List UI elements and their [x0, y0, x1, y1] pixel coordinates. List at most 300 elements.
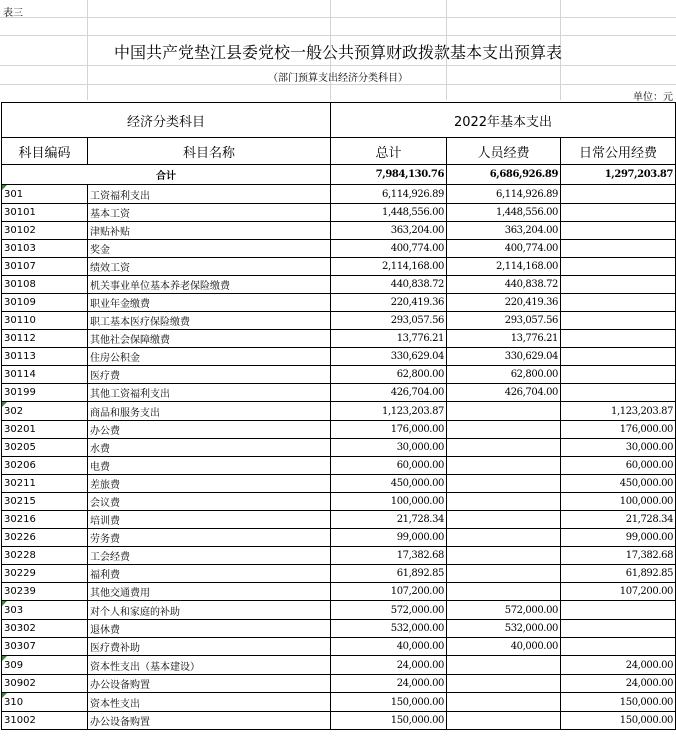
row-total [331, 693, 447, 712]
row-code-text: 30112 [4, 333, 36, 344]
row-public [561, 366, 676, 384]
row-code [2, 620, 88, 638]
row-total-text: 13,776.21 [396, 333, 445, 344]
row-name [88, 384, 331, 402]
row-name [88, 511, 331, 529]
row-public [561, 693, 676, 712]
row-name-text: 差旅费 [90, 480, 120, 491]
table-row [2, 529, 676, 547]
row-personnel-text: 13,776.21 [510, 333, 559, 344]
row-code-text: 30902 [4, 678, 36, 689]
row-name-text: 办公设备购置 [90, 680, 150, 691]
row-total-text: 107,200.00 [390, 586, 445, 597]
row-name [88, 185, 331, 204]
row-name [88, 204, 331, 222]
row-code-text: 30228 [4, 550, 36, 561]
row-code [2, 493, 88, 511]
row-personnel [447, 348, 561, 366]
row-personnel [447, 421, 561, 439]
row-personnel [447, 547, 561, 565]
row-total [331, 529, 447, 547]
row-code-text: 30109 [4, 297, 36, 308]
row-name [88, 601, 331, 620]
row-code [2, 439, 88, 457]
page-subtitle: （部门预算支出经济分类科目） [268, 73, 408, 84]
row-code [2, 330, 88, 348]
row-personnel [447, 511, 561, 529]
row-total [331, 547, 447, 565]
row-public-text: 24,000.00 [625, 678, 674, 689]
header-total: 总计 [331, 138, 447, 165]
table-row [2, 402, 676, 421]
row-public [561, 421, 676, 439]
row-public [561, 240, 676, 258]
header-personnel: 人员经费 [447, 138, 561, 165]
row-code-text: 31002 [4, 715, 36, 726]
row-personnel-text: 293,057.56 [504, 315, 559, 326]
row-code-text: 30101 [4, 207, 36, 218]
row-public [561, 276, 676, 294]
cell-comment-marker-icon [2, 601, 7, 606]
row-public [561, 493, 676, 511]
table-row [2, 493, 676, 511]
row-name-text: 工会经费 [90, 552, 130, 563]
row-name [88, 493, 331, 511]
table-row [2, 240, 676, 258]
table-row [2, 475, 676, 493]
table-row [2, 421, 676, 439]
row-name [88, 222, 331, 240]
row-name-text: 职业年金缴费 [90, 299, 150, 310]
row-name-text: 机关事业单位基本养老保险缴费 [90, 281, 230, 292]
row-name [88, 693, 331, 712]
row-name-text: 其他工资福利支出 [90, 389, 170, 400]
row-total-text: 363,204.00 [390, 225, 445, 236]
header-code: 科目编码 [2, 138, 88, 165]
table-row [2, 330, 676, 348]
row-name-text: 资本性支出 [90, 698, 140, 710]
row-public [561, 402, 676, 421]
row-code [2, 547, 88, 565]
row-name [88, 475, 331, 493]
table-row [2, 601, 676, 620]
row-name-text: 医疗费补助 [90, 643, 140, 654]
row-personnel [447, 240, 561, 258]
table-row [2, 294, 676, 312]
total-label: 合计 [2, 165, 331, 185]
row-public [561, 185, 676, 204]
row-code [2, 348, 88, 366]
row-name [88, 620, 331, 638]
row-total [331, 312, 447, 330]
row-public [561, 656, 676, 675]
table-row [2, 312, 676, 330]
row-personnel [447, 366, 561, 384]
row-personnel [447, 656, 561, 675]
row-code [2, 693, 88, 712]
row-public [561, 529, 676, 547]
row-name [88, 529, 331, 547]
row-public [561, 601, 676, 620]
row-personnel-text: 572,000.00 [504, 604, 559, 616]
unit-label: 单位：元 [633, 92, 673, 103]
row-public-text: 17,382.68 [625, 550, 674, 561]
row-name [88, 348, 331, 366]
table-row [2, 457, 676, 475]
row-total-text: 330,629.04 [390, 351, 445, 362]
row-total-text: 572,000.00 [390, 604, 445, 616]
row-total-text: 293,057.56 [390, 315, 445, 326]
header-public: 日常公用经费 [561, 138, 676, 165]
row-total [331, 185, 447, 204]
row-code-text: 30113 [4, 351, 36, 362]
row-public-text: 450,000.00 [619, 478, 674, 489]
row-total-text: 2,114,168.00 [382, 261, 445, 272]
row-code-text: 30307 [4, 641, 36, 652]
row-public-text: 150,000.00 [619, 696, 674, 708]
row-name-text: 商品和服务支出 [90, 407, 160, 419]
row-name-text: 培训费 [90, 516, 120, 527]
row-code [2, 457, 88, 475]
row-code [2, 294, 88, 312]
row-name-text: 津贴补贴 [90, 227, 130, 238]
row-public [561, 675, 676, 693]
row-code-text: 30206 [4, 460, 36, 471]
row-name [88, 366, 331, 384]
row-code [2, 204, 88, 222]
budget-table [1, 102, 676, 730]
row-total-text: 6,114,926.89 [382, 188, 445, 200]
row-public [561, 384, 676, 402]
row-public-text: 1,123,203.87 [611, 405, 674, 417]
row-total [331, 294, 447, 312]
sheet-note: 表三 [3, 8, 23, 19]
row-name [88, 330, 331, 348]
row-personnel-text: 400,774.00 [504, 243, 559, 254]
row-total [331, 601, 447, 620]
row-code-text: 30103 [4, 243, 36, 254]
row-total-text: 99,000.00 [396, 532, 445, 543]
row-name-text: 医疗费 [90, 371, 120, 382]
total-amount: 7,984,130.76 [331, 165, 447, 185]
row-public [561, 475, 676, 493]
table-row [2, 565, 676, 583]
row-public-text: 60,000.00 [625, 460, 674, 471]
row-total-text: 150,000.00 [390, 715, 445, 726]
row-name [88, 547, 331, 565]
row-name [88, 712, 331, 730]
row-public [561, 330, 676, 348]
row-code [2, 675, 88, 693]
row-code-text: 30215 [4, 496, 36, 507]
row-total [331, 330, 447, 348]
row-total-text: 150,000.00 [390, 696, 445, 708]
row-personnel [447, 457, 561, 475]
row-total-text: 450,000.00 [390, 478, 445, 489]
cell-comment-marker-icon [2, 402, 7, 407]
table-row [2, 384, 676, 402]
row-public-text: 61,892.85 [625, 568, 674, 579]
row-name-text: 退休费 [90, 625, 120, 636]
row-personnel [447, 294, 561, 312]
header-name: 科目名称 [88, 138, 331, 165]
row-code-text: 30239 [4, 586, 36, 597]
row-personnel [447, 402, 561, 421]
row-personnel [447, 601, 561, 620]
row-personnel-text: 220,419.36 [504, 297, 559, 308]
row-total-text: 17,382.68 [396, 550, 445, 561]
table-row [2, 258, 676, 276]
row-name-text: 电费 [90, 462, 110, 473]
row-total [331, 457, 447, 475]
row-total [331, 384, 447, 402]
row-public-text: 100,000.00 [619, 496, 674, 507]
row-name-text: 奖金 [90, 245, 110, 256]
row-code-text: 30211 [4, 478, 36, 489]
row-total-text: 40,000.00 [396, 641, 445, 652]
row-public-text: 107,200.00 [619, 586, 674, 597]
row-code [2, 366, 88, 384]
row-total-text: 62,800.00 [396, 369, 445, 380]
row-code-text: 30205 [4, 442, 36, 453]
row-personnel-text: 6,114,926.89 [496, 188, 559, 200]
row-total-text: 100,000.00 [390, 496, 445, 507]
table-row [2, 583, 676, 601]
row-total [331, 620, 447, 638]
row-name [88, 402, 331, 421]
row-total [331, 348, 447, 366]
row-personnel [447, 185, 561, 204]
row-code-text: 30226 [4, 532, 36, 543]
row-personnel [447, 583, 561, 601]
row-code [2, 601, 88, 620]
row-code [2, 712, 88, 730]
row-total [331, 421, 447, 439]
row-personnel [447, 675, 561, 693]
row-public [561, 222, 676, 240]
row-personnel-text: 40,000.00 [510, 641, 559, 652]
row-total [331, 258, 447, 276]
row-total [331, 402, 447, 421]
row-personnel [447, 638, 561, 656]
row-name-text: 办公费 [90, 426, 120, 437]
row-public-text: 21,728.34 [625, 514, 674, 525]
row-code [2, 421, 88, 439]
row-name [88, 240, 331, 258]
cell-comment-marker-icon [2, 693, 7, 698]
row-personnel-text: 532,000.00 [504, 623, 559, 634]
row-personnel [447, 330, 561, 348]
total-personnel: 6,686,926.89 [447, 165, 561, 185]
row-total-text: 21,728.34 [396, 514, 445, 525]
row-code-text: 30216 [4, 514, 36, 525]
header-row-group [2, 103, 676, 138]
row-total [331, 565, 447, 583]
row-name [88, 675, 331, 693]
table-row [2, 693, 676, 712]
row-total-text: 400,774.00 [390, 243, 445, 254]
row-personnel-text: 62,800.00 [510, 369, 559, 380]
row-name-text: 福利费 [90, 570, 120, 581]
row-name [88, 565, 331, 583]
row-name-text: 水费 [90, 444, 110, 455]
row-personnel [447, 439, 561, 457]
row-total [331, 366, 447, 384]
row-name [88, 421, 331, 439]
row-total [331, 511, 447, 529]
total-public: 1,297,203.87 [561, 165, 676, 185]
row-public-text: 24,000.00 [625, 659, 674, 671]
total-row [2, 165, 676, 185]
row-total [331, 475, 447, 493]
row-code [2, 402, 88, 421]
row-public-text: 176,000.00 [619, 424, 674, 435]
row-total-text: 426,704.00 [390, 387, 445, 398]
row-name [88, 312, 331, 330]
row-public-text: 99,000.00 [625, 532, 674, 543]
cell-comment-marker-icon [2, 185, 7, 190]
row-name-text: 会议费 [90, 498, 120, 509]
row-total-text: 24,000.00 [396, 659, 445, 671]
row-total-text: 176,000.00 [390, 424, 445, 435]
row-name [88, 457, 331, 475]
row-public [561, 620, 676, 638]
row-total [331, 712, 447, 730]
row-name [88, 276, 331, 294]
row-code [2, 258, 88, 276]
table-row [2, 620, 676, 638]
row-personnel [447, 475, 561, 493]
header-row-columns [2, 138, 676, 165]
row-code [2, 185, 88, 204]
row-name [88, 258, 331, 276]
row-code-text: 30114 [4, 369, 36, 380]
row-personnel-text: 440,838.72 [504, 279, 559, 290]
row-total [331, 638, 447, 656]
row-personnel [447, 258, 561, 276]
row-public [561, 712, 676, 730]
row-personnel [447, 693, 561, 712]
row-public [561, 638, 676, 656]
row-name-text: 职工基本医疗保险缴费 [90, 317, 190, 328]
row-personnel-text: 2,114,168.00 [496, 261, 559, 272]
row-personnel-text: 426,704.00 [504, 387, 559, 398]
row-code [2, 240, 88, 258]
row-public [561, 348, 676, 366]
row-public-text: 150,000.00 [619, 715, 674, 726]
row-total [331, 439, 447, 457]
header-economic-category: 经济分类科目 [2, 103, 331, 138]
row-code-text: 302 [4, 405, 24, 417]
row-name-text: 其他社会保障缴费 [90, 335, 170, 346]
row-code-text: 30107 [4, 261, 36, 272]
row-name [88, 583, 331, 601]
row-public [561, 565, 676, 583]
row-name [88, 656, 331, 675]
row-code-text: 30229 [4, 568, 36, 579]
row-total-text: 60,000.00 [396, 460, 445, 471]
row-code-text: 30199 [4, 387, 36, 398]
cell-comment-marker-icon [2, 656, 7, 661]
table-row [2, 185, 676, 204]
row-personnel-text: 1,448,556.00 [496, 207, 559, 218]
row-public-text: 30,000.00 [625, 442, 674, 453]
row-name-text: 其他交通费用 [90, 588, 150, 599]
row-personnel [447, 565, 561, 583]
row-public [561, 583, 676, 601]
row-name-text: 对个人和家庭的补助 [90, 606, 180, 618]
row-total-text: 220,419.36 [390, 297, 445, 308]
row-total-text: 532,000.00 [390, 623, 445, 634]
row-name-text: 绩效工资 [90, 263, 130, 274]
row-total-text: 61,892.85 [396, 568, 445, 579]
row-personnel [447, 712, 561, 730]
row-personnel [447, 529, 561, 547]
row-code [2, 656, 88, 675]
row-name-text: 基本工资 [90, 209, 130, 220]
row-public [561, 439, 676, 457]
row-total [331, 276, 447, 294]
table-row [2, 656, 676, 675]
row-public [561, 312, 676, 330]
row-name [88, 294, 331, 312]
row-total-text: 440,838.72 [390, 279, 445, 290]
row-code [2, 529, 88, 547]
row-personnel [447, 620, 561, 638]
row-code [2, 222, 88, 240]
row-total [331, 222, 447, 240]
table-row [2, 712, 676, 730]
row-name [88, 638, 331, 656]
table-row [2, 204, 676, 222]
row-name-text: 劳务费 [90, 534, 120, 545]
table-row [2, 638, 676, 656]
row-code [2, 475, 88, 493]
table-row [2, 276, 676, 294]
row-personnel [447, 312, 561, 330]
table-row [2, 439, 676, 457]
row-personnel [447, 493, 561, 511]
row-code [2, 276, 88, 294]
row-personnel-text: 330,629.04 [504, 351, 559, 362]
table-row [2, 547, 676, 565]
row-total [331, 240, 447, 258]
row-code-text: 310 [4, 696, 24, 708]
row-total-text: 30,000.00 [396, 442, 445, 453]
row-personnel [447, 384, 561, 402]
row-total-text: 24,000.00 [396, 678, 445, 689]
row-code-text: 30102 [4, 225, 36, 236]
row-code-text: 309 [4, 659, 24, 671]
page-title: 中国共产党垫江县委党校一般公共预算财政拨款基本支出预算表 [113, 43, 562, 62]
row-personnel-text: 363,204.00 [504, 225, 559, 236]
row-code-text: 30302 [4, 623, 36, 634]
row-code [2, 384, 88, 402]
row-code-text: 30108 [4, 279, 36, 290]
row-public [561, 547, 676, 565]
row-personnel [447, 204, 561, 222]
row-code [2, 312, 88, 330]
row-personnel [447, 276, 561, 294]
table-row [2, 366, 676, 384]
row-total [331, 204, 447, 222]
row-total [331, 493, 447, 511]
row-public [561, 511, 676, 529]
row-code-text: 303 [4, 604, 24, 616]
row-total [331, 675, 447, 693]
row-code [2, 583, 88, 601]
row-code [2, 565, 88, 583]
